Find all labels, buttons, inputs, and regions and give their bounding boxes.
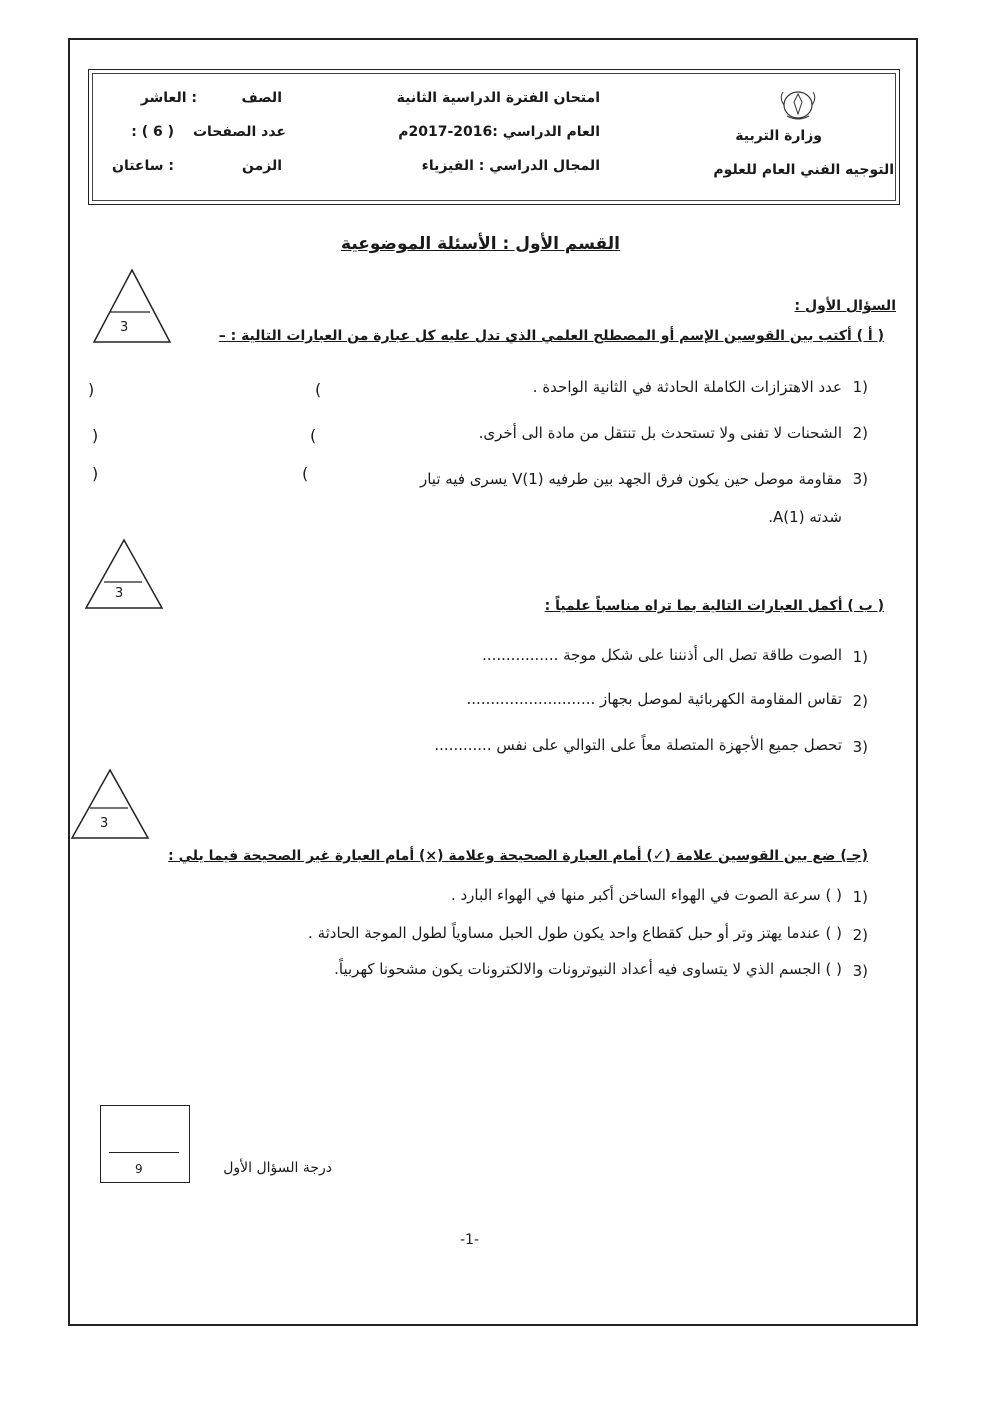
part-c-score: 3 xyxy=(100,816,109,831)
part-c-item-1-text: ( ) سرعة الصوت في الهواء الساخن أكبر منها في الهواء البارد . xyxy=(450,886,842,904)
answer-paren[interactable]: ( xyxy=(302,464,309,483)
part-c-instruction: (جـ) ضع بين القوسين علامة (✓) أمام العبارة الصحيحة وعلامة (×) أمام العبارة غير الصحيحة فيما يلي : xyxy=(168,848,868,864)
part-a-item-2-text: الشحنات لا تفنى ولا تستحدث بل تنتقل من مادة الى أخرى. xyxy=(478,424,842,442)
part-b-item-1-num: 1) xyxy=(852,648,868,666)
part-a-score: 3 xyxy=(120,320,129,335)
part-b-item-2-text: تقاس المقاومة الكهربائية لموصل بجهاز ........................... xyxy=(466,690,842,708)
part-a-item-1-text: عدد الاهتزازات الكاملة الحادثة في الثانية الواحدة . xyxy=(532,378,842,396)
part-c-item-3-text: ( ) الجسم الذي لا يتساوى فيه أعداد النيوترونات والالكترونات يكون مشحونا كهربياً. xyxy=(334,960,842,978)
exam-title: امتحان الفترة الدراسية الثانية xyxy=(396,90,600,106)
pages-label: عدد الصفحات xyxy=(192,124,286,140)
answer-paren[interactable]: ) xyxy=(88,380,95,399)
part-b-item-1-text: الصوت طاقة تصل الى أذنننا على شكل موجة ................ xyxy=(482,646,842,664)
ministry-name: وزارة التربية xyxy=(735,128,822,144)
page-border xyxy=(68,38,918,1326)
ministry-emblem xyxy=(775,86,821,124)
part-c-item-1-num: 1) xyxy=(852,888,868,906)
section-title: القسم الأول : الأسئلة الموضوعية xyxy=(341,234,620,254)
part-b-instruction: ( ب ) أكمل العبارات التالية بما تراه مناسباً علمياً : xyxy=(544,598,884,614)
total-score-box xyxy=(100,1105,190,1183)
total-score-divider xyxy=(109,1152,179,1153)
part-b-score-triangle xyxy=(84,538,164,610)
part-a-item-2-num: 2) xyxy=(852,424,868,442)
part-a-item-3-text: مقاومة موصل حين يكون فرق الجهد بين طرفيه V(1) يسرى فيه تيار xyxy=(419,470,842,488)
grade-label: الصف xyxy=(241,90,282,106)
part-a-score-triangle xyxy=(92,268,172,344)
part-b-item-2-num: 2) xyxy=(852,692,868,710)
part-a-item-1-num: 1) xyxy=(852,378,868,396)
part-c-score-triangle xyxy=(70,768,150,840)
part-a-instruction: ( أ ) أكتب بين القوسين الإسم أو المصطلح العلمي الذي تدل عليه كل عبارة من العبارات التالية : – xyxy=(218,328,884,344)
academic-year: العام الدراسي :2016-2017م xyxy=(398,124,600,140)
part-c-item-2-num: 2) xyxy=(852,926,868,944)
grade-value: : العاشر xyxy=(140,90,197,106)
answer-paren[interactable]: ( xyxy=(310,426,317,445)
part-b-item-3-num: 3) xyxy=(852,738,868,756)
subject: المجال الدراسي : الفيزياء xyxy=(421,158,600,174)
question1-label: السؤال الأول : xyxy=(794,298,896,314)
answer-paren[interactable]: ( xyxy=(315,380,322,399)
time-label: الزمن xyxy=(241,158,282,174)
total-score-label: درجة السؤال الأول xyxy=(223,1160,332,1176)
time-value: : ساعتان xyxy=(112,158,174,174)
part-c-item-2-text: ( ) عندما يهتز وتر أو حبل كقطاع واحد يكون طول الحبل مساوياً لطول الموجة الحادثة . xyxy=(308,924,842,942)
part-b-score: 3 xyxy=(115,586,124,601)
part-a-item-3-num: 3) xyxy=(852,470,868,488)
page-number: -1- xyxy=(460,1232,480,1248)
answer-paren[interactable]: ) xyxy=(92,464,99,483)
department-name: التوجيه الفني العام للعلوم xyxy=(713,162,894,178)
part-b-item-3-text: تحصل جميع الأجهزة المتصلة معاً على التوالي على نفس ............ xyxy=(434,736,842,754)
part-a-item-3-text2: شدته A(1). xyxy=(768,508,842,526)
pages-value: : ( 6 ) xyxy=(131,124,174,140)
total-score: 9 xyxy=(135,1162,143,1176)
part-c-item-3-num: 3) xyxy=(852,962,868,980)
answer-paren[interactable]: ) xyxy=(92,426,99,445)
